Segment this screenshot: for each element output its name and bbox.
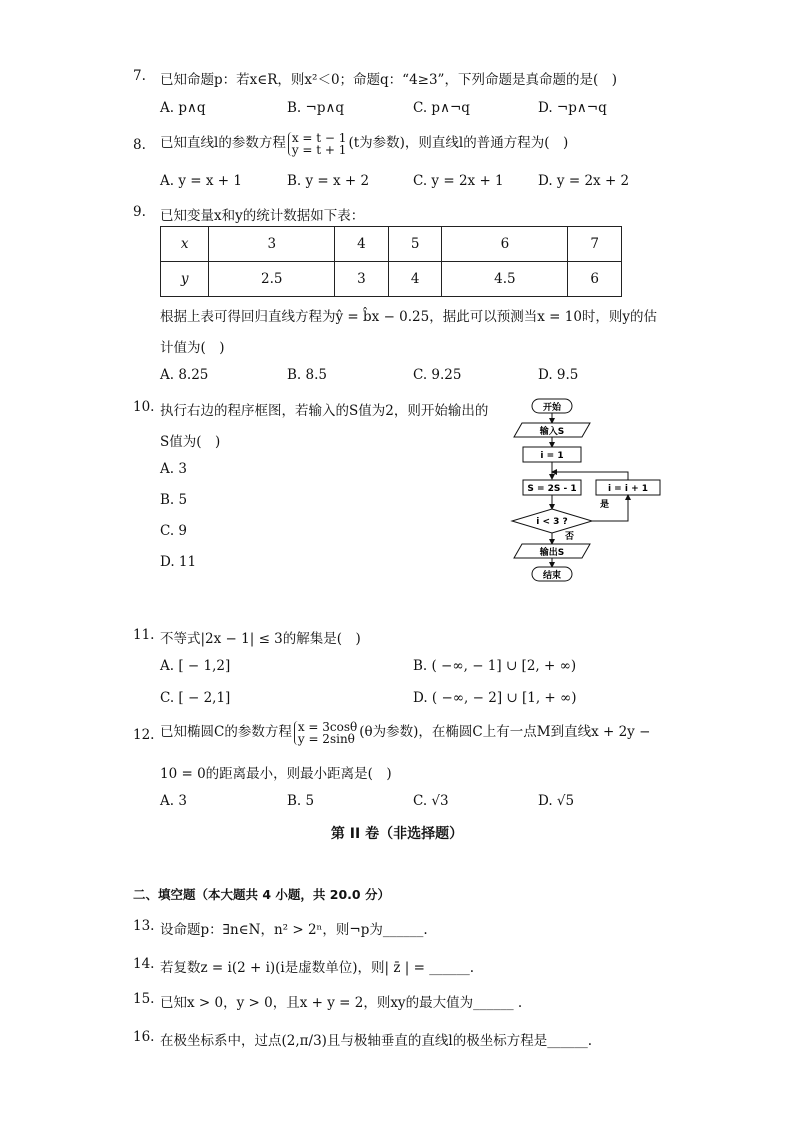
option-d: D. 11: [160, 554, 197, 570]
question-number: 7.: [133, 68, 146, 84]
table-row: [161, 227, 622, 262]
table-row: [161, 262, 622, 297]
table-cell: 2.5: [209, 262, 335, 297]
question-number: 10.: [133, 399, 155, 415]
question-number: 16.: [133, 1029, 155, 1045]
output-label: 输出S: [539, 548, 565, 558]
yes-label: 是: [600, 500, 610, 510]
table-cell: 6: [568, 262, 622, 297]
option-a: A. [ − 1,2]: [160, 658, 231, 674]
option-b: B. 8.5: [287, 367, 327, 383]
statistics-table: [160, 226, 622, 297]
question-text: 在极坐标系中，过点(2,π/3)且与极轴垂直的直线l的极坐标方程是______.: [160, 1033, 593, 1049]
option-d: D. √5: [538, 793, 575, 809]
equation-line-1: x = 3cosθ: [297, 719, 358, 734]
question-text-line-2: 10 = 0的距离最小，则最小距离是( ): [160, 766, 392, 782]
question-text: 已知命题p：若x∈R，则x²＜0；命题q：“4≥3”，下列命题是真命题的是( ): [160, 72, 617, 88]
equation-system: [288, 132, 347, 156]
part-2-title: 第 II 卷（非选择题）: [330, 826, 464, 842]
question-number: 15.: [133, 991, 155, 1007]
table-cell: 6: [442, 227, 568, 262]
option-d: D. y = 2x + 2: [538, 173, 630, 189]
question-text-post: (t为参数)，则直线l的普通方程为( ): [348, 135, 569, 151]
option-b: B. y = x + 2: [287, 173, 370, 189]
question-text-line-2: S值为( ): [160, 434, 221, 450]
question-text: 执行右边的程序框图，若输入的S值为2，则开始输出的: [160, 403, 489, 419]
question-number: 9.: [133, 204, 146, 220]
question-text: 已知变量x和y的统计数据如下表：: [160, 208, 365, 224]
start-label: 开始: [542, 403, 562, 413]
assign-label: S = 2S - 1: [527, 484, 577, 494]
table-cell: 3: [209, 227, 335, 262]
option-b: B. 5: [160, 492, 188, 508]
equation-line-1: x = t − 1: [291, 130, 347, 145]
end-label: 结束: [542, 571, 562, 581]
question-text-pre: 已知椭圆C的参数方程: [160, 724, 292, 740]
table-cell: 3: [335, 262, 389, 297]
option-c: C. √3: [413, 793, 449, 809]
option-a: A. p∧q: [160, 100, 206, 116]
init-label: i = 1: [540, 451, 564, 461]
option-c: C. 9: [160, 523, 188, 539]
option-d: D. ( −∞, − 2] ∪ [1, + ∞): [413, 690, 577, 706]
question-text-line-2: 根据上表可得回归直线方程为ŷ = b̂x − 0.25，据此可以预测当x = 10时，则y的估: [160, 309, 658, 325]
option-b: B. ( −∞, − 1] ∪ [2, + ∞): [413, 658, 577, 674]
table-cell: 5: [388, 227, 442, 262]
option-d: D. 9.5: [538, 367, 579, 383]
flowchart: [510, 395, 670, 585]
question-text-pre: 已知直线l的参数方程: [160, 135, 286, 151]
option-c: C. 9.25: [413, 367, 462, 383]
question-text: [160, 720, 650, 745]
increment-label: i = i + 1: [607, 484, 649, 494]
question-number: 8.: [133, 137, 146, 153]
option-b: B. 5: [287, 793, 315, 809]
option-a: A. 3: [160, 793, 187, 809]
section-2-title: 二、填空题（本大题共 4 小题，共 20.0 分）: [133, 887, 390, 902]
option-a: A. 8.25: [160, 367, 209, 383]
question-text-line-3: 计值为( ): [160, 340, 225, 356]
question-text: 不等式|2x − 1| ≤ 3的解集是( ): [160, 631, 361, 647]
question-text: 若复数z = i(2 + i)(i是虚数单位)，则| z̄ | = ______.: [160, 960, 474, 976]
question-number: 11.: [133, 627, 155, 643]
question-text: [160, 131, 568, 156]
option-a: A. y = x + 1: [160, 173, 242, 189]
equation-line-2: y = 2sinθ: [297, 731, 355, 746]
question-text: 已知x > 0，y > 0，且x + y = 2，则xy的最大值为______ .: [160, 995, 523, 1011]
question-text: 设命题p：∃n∈N，n² > 2ⁿ，则¬p为______.: [160, 922, 428, 938]
question-number: 13.: [133, 918, 155, 934]
question-number: 12.: [133, 727, 155, 743]
option-c: C. [ − 2,1]: [160, 690, 231, 706]
option-d: D. ¬p∧¬q: [538, 100, 607, 116]
input-label: 输入S: [539, 427, 565, 437]
equation-system: [294, 721, 357, 745]
option-c: C. y = 2x + 1: [413, 173, 504, 189]
table-cell: 4: [388, 262, 442, 297]
condition-label: i < 3 ?: [536, 517, 568, 527]
table-cell: x: [161, 227, 209, 262]
option-b: B. ¬p∧q: [287, 100, 344, 116]
option-c: C. p∧¬q: [413, 100, 470, 116]
option-a: A. 3: [160, 461, 187, 477]
question-number: 14.: [133, 956, 155, 972]
question-text-post: (θ为参数)，在椭圆C上有一点M到直线x + 2y −: [359, 724, 651, 740]
equation-line-2: y = t + 1: [291, 142, 347, 157]
table-cell: 4: [335, 227, 389, 262]
no-label: 否: [565, 532, 575, 542]
table-cell: 7: [568, 227, 622, 262]
table-cell: 4.5: [442, 262, 568, 297]
table-cell: y: [161, 262, 209, 297]
